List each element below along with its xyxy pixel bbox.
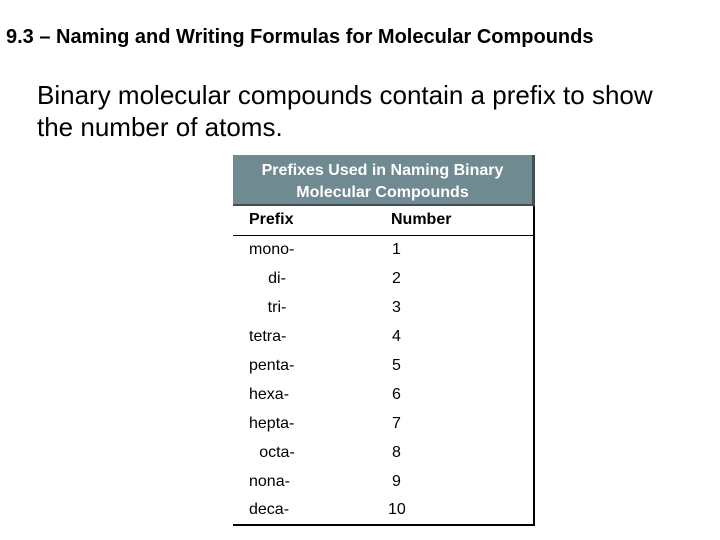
header-number: Number bbox=[321, 206, 534, 235]
prefix-table-container bbox=[233, 155, 535, 526]
prefix-cell: mono- bbox=[249, 240, 295, 258]
table-caption: Prefixes Used in Naming Binary Molecular Compounds bbox=[233, 155, 535, 206]
page-title: 9.3 – Naming and Writing Formulas for Molecular Compounds bbox=[6, 26, 594, 48]
table-row bbox=[233, 351, 534, 380]
number-cell: 6 bbox=[392, 385, 401, 403]
table-row bbox=[233, 264, 534, 293]
prefix-cell: tetra- bbox=[249, 327, 287, 345]
number-cell: 9 bbox=[392, 472, 401, 490]
number-cell: 8 bbox=[392, 443, 401, 461]
prefix-cell: deca- bbox=[249, 501, 290, 518]
prefix-cell: penta- bbox=[249, 356, 295, 374]
number-cell: 10 bbox=[388, 501, 406, 518]
number-cell: 2 bbox=[392, 269, 401, 287]
prefix-cell: hepta- bbox=[249, 414, 295, 432]
table-row bbox=[233, 409, 534, 438]
header-prefix: Prefix bbox=[233, 206, 321, 235]
prefix-cell: di- bbox=[268, 269, 286, 287]
table-row bbox=[233, 496, 534, 525]
number-cell: 1 bbox=[392, 240, 401, 258]
table-row bbox=[233, 467, 534, 496]
table-row bbox=[233, 322, 534, 351]
prefix-cell: hexa- bbox=[249, 385, 290, 403]
table-row bbox=[233, 438, 534, 467]
table-row bbox=[233, 380, 534, 409]
number-cell: 3 bbox=[392, 298, 401, 316]
prefix-table bbox=[233, 206, 535, 526]
table-header-row bbox=[233, 206, 534, 235]
number-cell: 7 bbox=[392, 414, 401, 432]
table-row bbox=[233, 235, 534, 264]
prefix-cell: octa- bbox=[259, 443, 295, 461]
prefix-cell: tri- bbox=[267, 298, 287, 316]
table-row bbox=[233, 293, 534, 322]
number-cell: 4 bbox=[392, 327, 401, 345]
number-cell: 5 bbox=[392, 356, 401, 374]
prefix-cell: nona- bbox=[249, 472, 290, 490]
body-text: Binary molecular compounds contain a prefix to show the number of atoms. bbox=[37, 80, 653, 142]
